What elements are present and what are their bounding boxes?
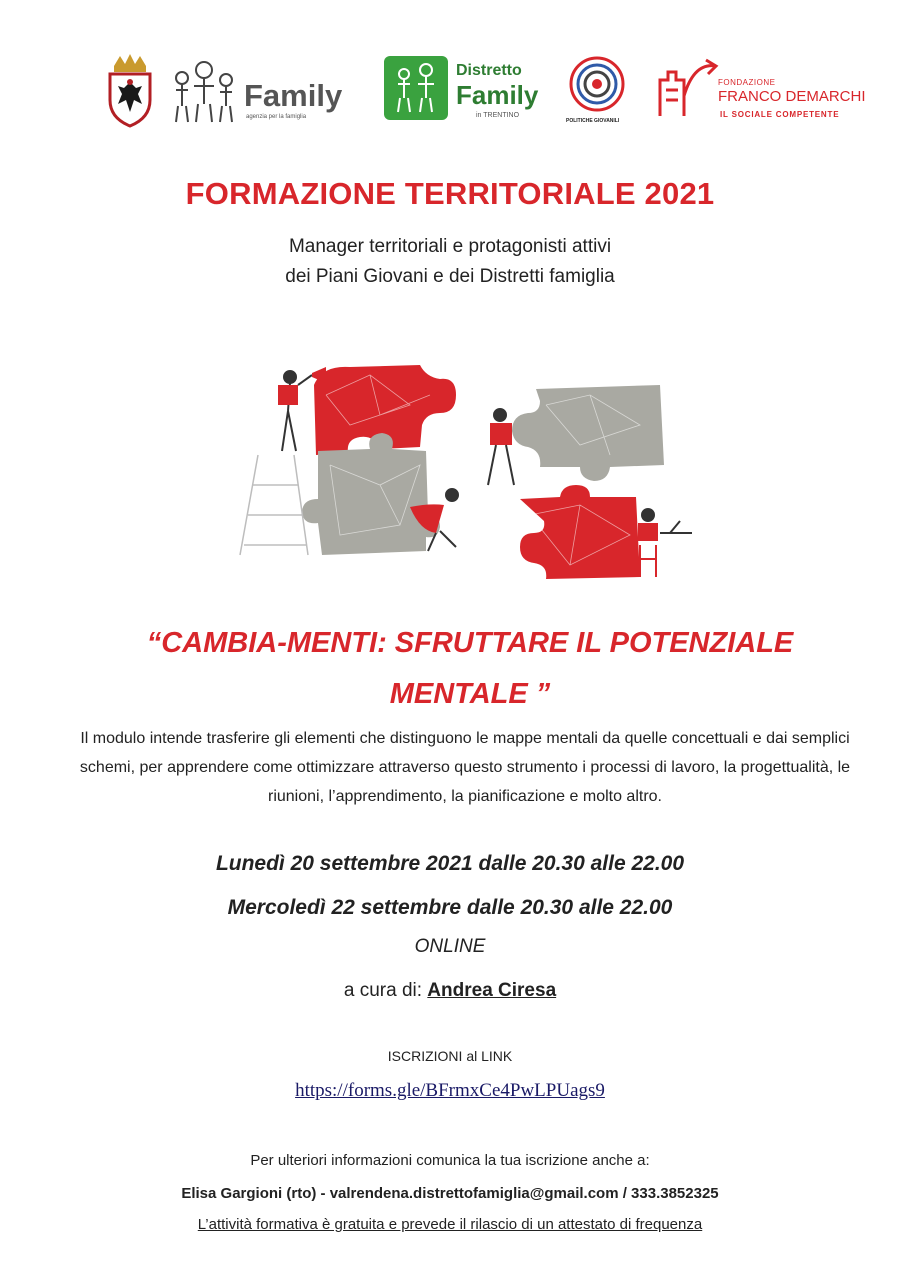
fondazione-logo-line2: FRANCO DEMARCHI xyxy=(718,88,866,105)
distretto-logo-line3: in TRENTINO xyxy=(476,112,520,119)
distretto-logo-line2: Family xyxy=(456,80,539,110)
grey-puzzle-piece-right xyxy=(512,385,664,481)
course-title-line-2: MENTALE ” xyxy=(389,678,551,710)
page-subtitle xyxy=(0,232,900,292)
logo-row xyxy=(0,52,900,132)
family-agency-logo xyxy=(168,60,358,126)
schedule-date-1: Lunedì 20 settembre 2021 dalle 20.30 alle 22.00 xyxy=(215,852,685,875)
subtitle-line-1: Manager territoriali e protagonisti attivi xyxy=(288,236,612,257)
family-logo-tagline: agenzia per la famiglia xyxy=(246,114,307,120)
politiche-logo-text: POLITICHE GIOVANILI xyxy=(566,118,620,124)
distretto-green-badge xyxy=(384,56,448,120)
curator-line xyxy=(0,980,900,1002)
page-title: FORMAZIONE TERRITORIALE 2021 xyxy=(185,176,715,211)
contact-line: Elisa Gargioni (rto) - valrendena.distrettofamiglia@gmail.com / 333.3852325 xyxy=(181,1185,719,1202)
distretto-logo-line1: Distretto xyxy=(456,62,522,79)
family-logo-text: Family xyxy=(244,78,343,113)
course-mode: ONLINE xyxy=(414,936,486,957)
distretto-family-logo xyxy=(384,56,544,126)
registration-link-row xyxy=(0,1080,900,1102)
note-line: L’attività formativa è gratuita e prevede il rilascio di un attestato di frequenza xyxy=(197,1216,703,1233)
fondazione-logo-line3: IL SOCIALE COMPETENTE xyxy=(720,110,840,119)
registration-label: ISCRIZIONI al LINK xyxy=(387,1048,513,1064)
politiche-giovanili-logo xyxy=(564,54,630,132)
course-title-line-1: “CAMBIA-MENTI: SFRUTTARE IL POTENZIALE xyxy=(146,627,794,659)
ladder xyxy=(240,455,308,555)
puzzle-illustration xyxy=(230,355,700,595)
trentino-coat-of-arms-logo xyxy=(106,52,154,130)
schedule-date-2: Mercoledì 22 settembre dalle 20.30 alle 22.00 xyxy=(227,896,673,919)
curator-prefix: a cura di: xyxy=(343,980,423,1001)
info-line: Per ulteriori informazioni comunica la tua iscrizione anche a: xyxy=(250,1152,650,1169)
red-puzzle-piece-bottom xyxy=(520,485,640,579)
subtitle-line-2: dei Piani Giovani e dei Distretti famiglia xyxy=(285,266,615,287)
person-with-laptop xyxy=(638,509,692,577)
grey-puzzle-piece-left xyxy=(302,433,440,555)
curator-name: Andrea Ciresa xyxy=(427,980,557,1001)
person-carrying-piece xyxy=(488,409,514,485)
fondazione-logo-line1: FONDAZIONE xyxy=(718,78,776,87)
course-title xyxy=(100,618,840,720)
registration-link[interactable]: https://forms.gle/BFrmxCe4PwLPUags9 xyxy=(295,1080,605,1101)
course-description: Il modulo intende trasferire gli elementi che distinguono le mappe mentali da quelle concettuali e dai semplici schemi, per apprendere come ottimizzare attraverso questo strumento i processi di lavoro, la progettualità, le riunioni, l’apprendimento, la pianificazione e molto altro. xyxy=(79,730,851,805)
fondazione-franco-demarchi-logo xyxy=(654,56,864,128)
